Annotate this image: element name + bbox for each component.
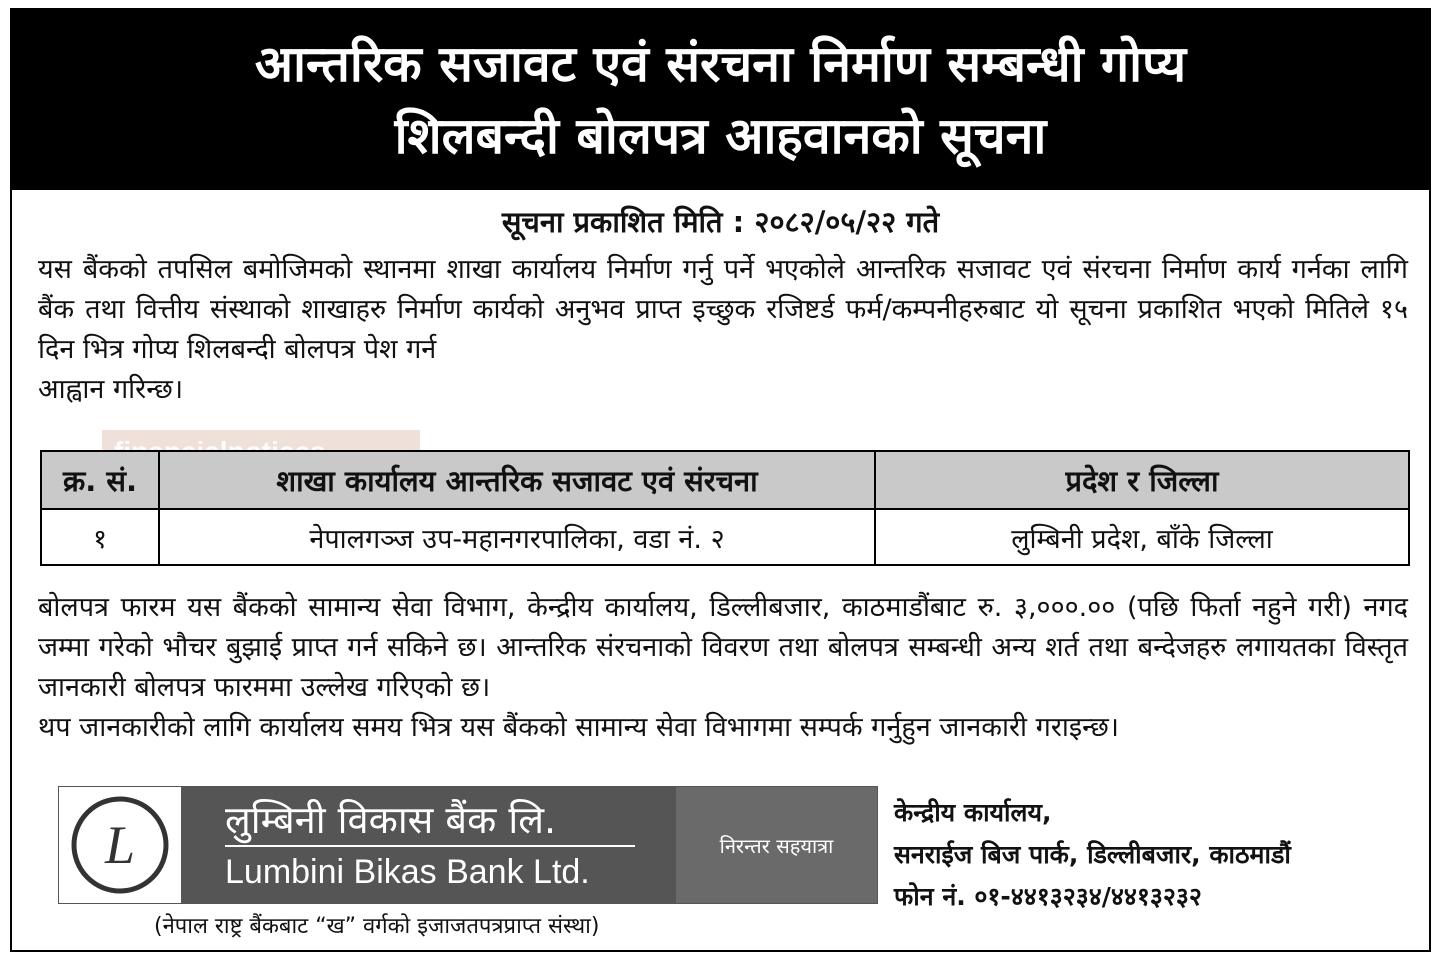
bank-name-nepali: लुम्बिनी विकास बैंक लि.	[225, 798, 557, 842]
cell-serial: १	[41, 509, 159, 565]
bank-name-panel	[181, 787, 676, 903]
license-note: (नेपाल राष्ट्र बैंकबाट “ख” वर्गको इजाजतपत्रप्राप्त संस्था)	[154, 914, 600, 939]
intro-paragraph	[38, 250, 1408, 410]
bank-name-divider	[225, 845, 635, 847]
table-row	[41, 509, 1409, 565]
table-header-row	[41, 451, 1409, 509]
col-header-province: प्रदेश र जिल्ला	[875, 451, 1409, 509]
address-location: सनराईज बिज पार्क, डिल्लीबजार, काठमाडौं	[894, 840, 1291, 869]
branch-table	[40, 450, 1410, 566]
details-paragraph	[38, 588, 1408, 748]
notice-title-bar	[12, 10, 1429, 190]
bank-logo-banner	[58, 786, 878, 904]
cell-branch-location: नेपालगञ्ज उप-महानगरपालिका, वडा नं. २	[159, 509, 875, 565]
address-office: केन्द्रीय कार्यालय,	[894, 798, 1052, 827]
cell-province-district: लुम्बिनी प्रदेश, बाँके जिल्ला	[875, 509, 1409, 565]
office-address	[894, 792, 1414, 918]
bank-name-english: Lumbini Bikas Bank Ltd.	[225, 853, 590, 891]
bank-tagline: निरन्तर सहयात्रा	[676, 787, 877, 903]
intro-last-line: आह्वान गरिन्छ।	[38, 374, 184, 405]
publication-date: सूचना प्रकाशित मिति : २०८२/०५/२२ गते	[501, 205, 940, 239]
tender-notice	[10, 8, 1431, 952]
notice-title-line-1: आन्तरिक सजावट एवं संरचना निर्माण सम्बन्धी गोप्य	[254, 35, 1187, 93]
bank-logo-icon	[59, 787, 181, 903]
address-phone: फोन नं. ०१-४४१३२३४/४४१३२३२	[894, 882, 1202, 911]
details-text: बोलपत्र फारम यस बैंकको सामान्य सेवा विभाग, केन्द्रीय कार्यालय, डिल्लीबजार, काठमाडौंबाट रु. ३,०००.०० (पछि फिर्ता नहुने गरी) नगद जम्मा गरेको भौचर बुझाई प्राप्त गर्न सकिने छ। आन्तरिक संरचनाको विवरण तथा बोलपत्र सम्बन्धी अन्य शर्त तथा बन्देजहरु लगायतका विस्तृत जानकारी बोलपत्र फारममा उल्लेख गरिएको छ।	[38, 592, 1408, 703]
notice-title-line-2: शिलबन्दी बोलपत्र आहवानको सूचना	[394, 107, 1047, 165]
col-header-serial: क्र. सं.	[41, 451, 159, 509]
intro-text: यस बैंकको तपसिल बमोजिमको स्थानमा शाखा कार्यालय निर्माण गर्नु पर्ने भएकोले आन्तरिक सजावट एवं संरचना निर्माण कार्य गर्नका लागि बैंक तथा वित्तीय संस्थाको शाखाहरु निर्माण कार्यको अनुभव प्राप्त इच्छुक रजिष्टर्ड फर्म/कम्पनीहरुबाट यो सूचना प्रकाशित भएको मितिले १५ दिन भित्र गोप्य शिलबन्दी बोलपत्र पेश गर्न	[38, 254, 1408, 365]
details-last-line: थप जानकारीको लागि कार्यालय समय भित्र यस बैंकको सामान्य सेवा विभागमा सम्पर्क गर्नुहुन जानकारी गराइन्छ।	[38, 712, 1120, 743]
logo-letter: L	[104, 815, 136, 875]
col-header-branch: शाखा कार्यालय आन्तरिक सजावट एवं संरचना	[159, 451, 875, 509]
